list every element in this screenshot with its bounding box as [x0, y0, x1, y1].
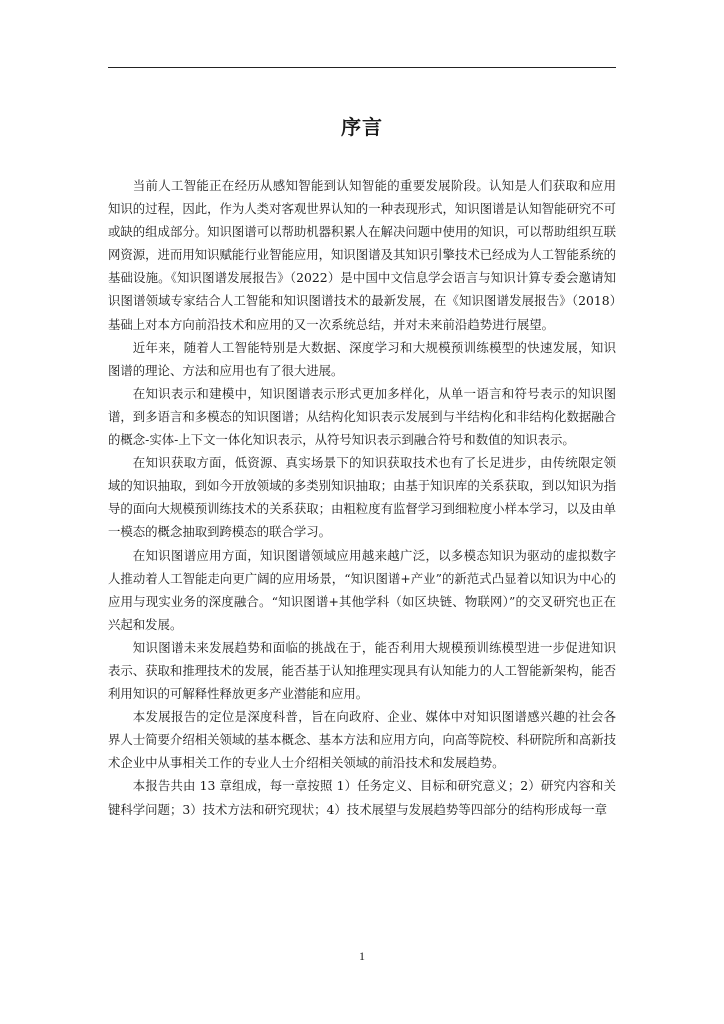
header-rule: [108, 67, 616, 68]
paragraph-2: 近年来，随着人工智能特别是大数据、深度学习和大规模预训练模型的快速发展，知识图谱的理论、方法和应用也有了很大进展。: [108, 339, 616, 378]
body-text: [108, 174, 616, 821]
paragraph-3: 在知识表示和建模中，知识图谱表示形式更加多样化，从单一语言和符号表示的知识图谱，到多语言和多模态的知识图谱；从结构化知识表示发展到与半结构化和非结构化数据融合的概念-实体-上下文一体化知识表示，从符号知识表示到融合符号和数值的知识表示。: [108, 385, 617, 448]
paragraph-6: 知识图谱未来发展趋势和面临的挑战在于，能否利用大规模预训练模型进一步促进知识表示、获取和推理技术的发展，能否基于认知推理实现具有认知能力的人工智能新架构，能否利用知识的可解释性释放更多产业潜能和应用。: [108, 639, 617, 702]
paragraph-5: 在知识图谱应用方面，知识图谱领域应用越来越广泛，以多模态知识为驱动的虚拟数字人推动着人工智能走向更广阔的应用场景，“知识图谱+产业”的新范式凸显着以知识为中心的应用与现实业务的深度融合。“知识图谱+其他学科（如区块链、物联网）”的交叉研究也正在兴起和发展。: [108, 547, 616, 632]
paragraph-4: 在知识获取方面，低资源、真实场景下的知识获取技术也有了长足进步，由传统限定领域的知识抽取，到如今开放领域的多类别知识抽取；由基于知识库的关系获取，到以知识为指导的面向大规模预训练技术的关系获取；由粗粒度有监督学习到细粒度小样本学习，以及由单一模态的概念抽取到跨模态的联合学习。: [108, 455, 617, 540]
paragraph-1: 当前人工智能正在经历从感知智能到认知智能的重要发展阶段。认知是人们获取和应用知识的过程，因此，作为人类对客观世界认知的一种表现形式，知识图谱是认知智能研究不可或缺的组成部分。知识图谱可以帮助机器积累人在解决问题中使用的知识，可以帮助组织互联网资源，进而用知识赋能行业智能应用，知识图谱及其知识引擎技术已经成为人工智能系统的基础设施。《知识图谱发展报告》（2022）是中国中文信息学会语言与知识计算专委会邀请知识图谱领域专家结合人工智能和知识图谱技术的最新发展，在《知识图谱发展报告》（2018）基础上对本方向前沿技术和应用的又一次系统总结，并对未来前沿趋势进行展望。: [108, 178, 617, 332]
paragraph-8: 本报告共由 13 章组成，每一章按照 1）任务定义、目标和研究意义；2）研究内容和关键科学问题；3）技术方法和研究现状；4）技术展望与发展趋势等四部分的结构形成每一章: [108, 778, 616, 817]
paragraph-7: 本发展报告的定位是深度科普，旨在向政府、企业、媒体中对知识图谱感兴趣的社会各界人士简要介绍相关领域的基本概念、基本方法和应用方向，向高等院校、科研院所和高新技术企业中从事相关工作的专业人士介绍相关领域的前沿技术和发展趋势。: [108, 709, 617, 771]
page-number: 1: [359, 949, 365, 963]
page-title: 序言: [341, 115, 383, 139]
